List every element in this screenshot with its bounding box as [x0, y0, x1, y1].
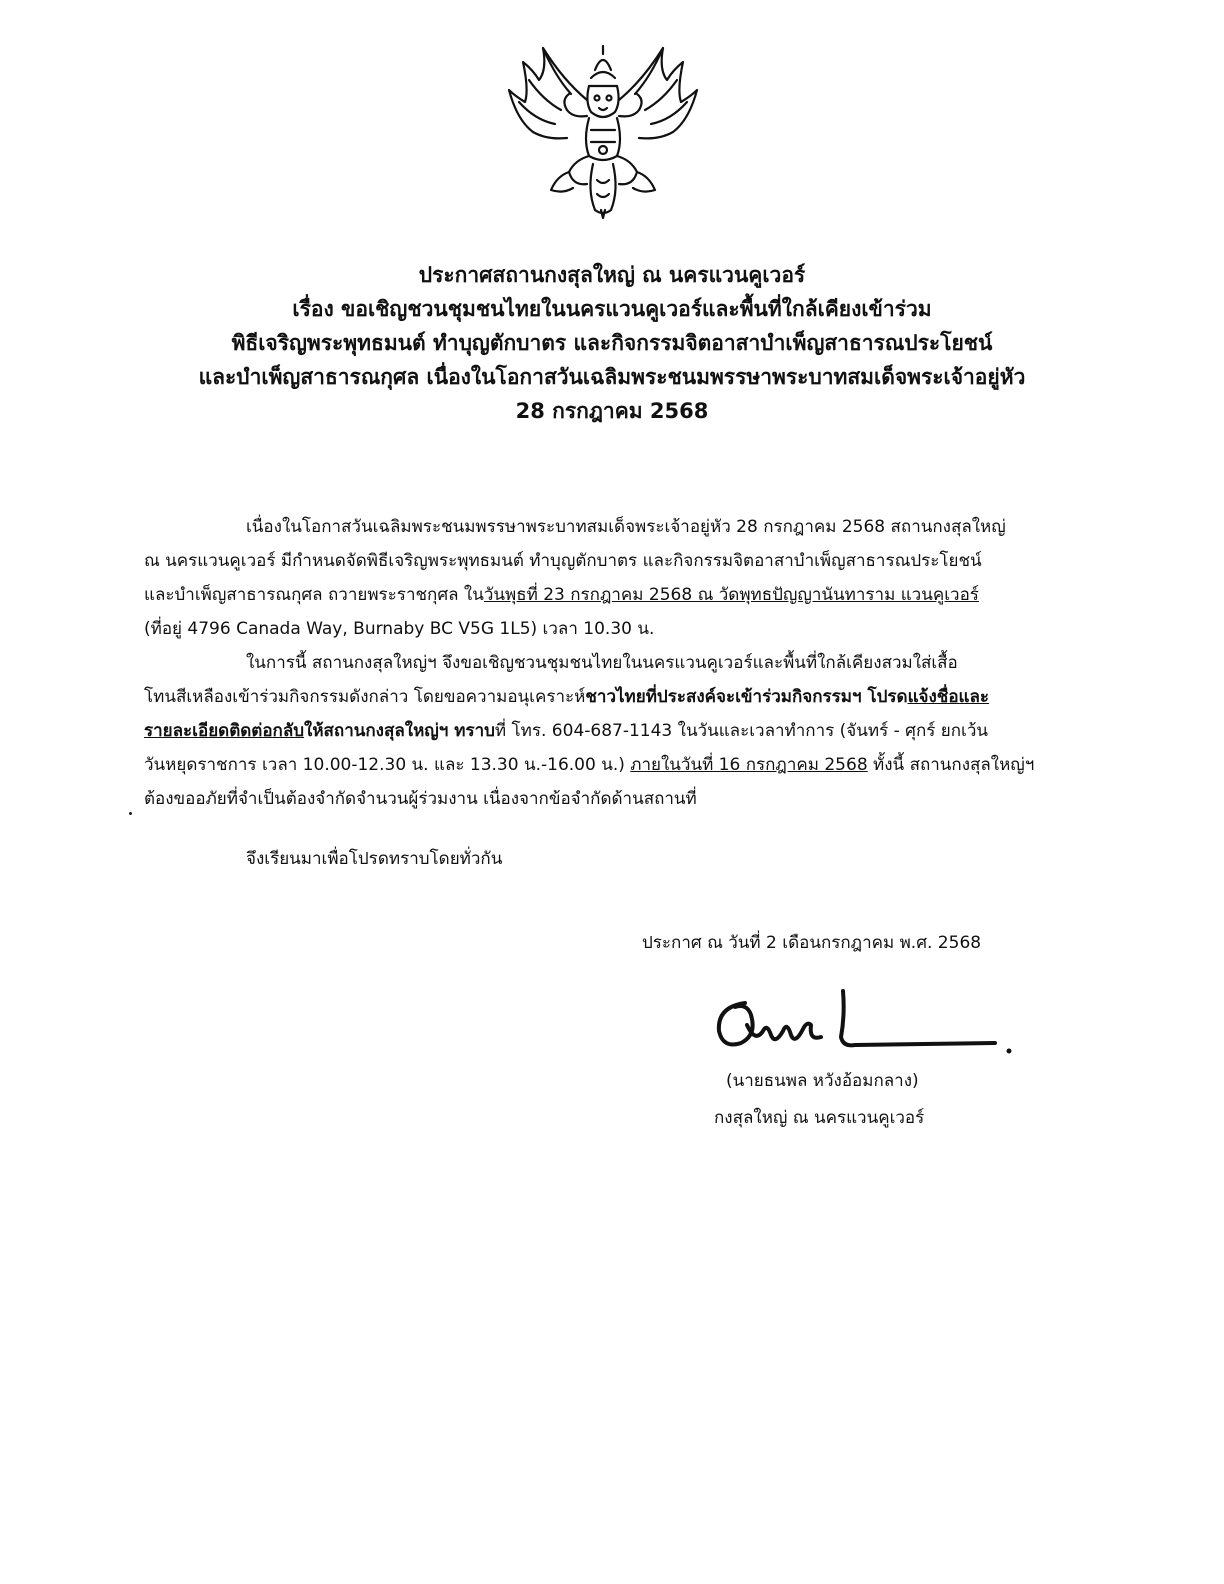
para1-line1: เนื่องในโอกาสวันเฉลิมพระชนมพรรษาพระบาทสมเด็จพระเจ้าอยู่หัว 28 กรกฎาคม 2568 สถานกงสุลใหญ่ — [246, 517, 1006, 537]
para1-line3-text: และบำเพ็ญสาธารณกุศล ถวายพระราชกุศล ใน — [144, 585, 484, 605]
contact-phone: ที่ โทร. 604-687-1143 ในวันและเวลาทำการ (จันทร์ - ศุกร์ ยกเว้น — [494, 721, 989, 741]
office-hours: วันหยุดราชการ เวลา 10.00-12.30 น. และ 13.30 น.-16.00 น.) — [144, 755, 631, 775]
announcement-body — [144, 510, 1114, 816]
para2-line1: ในการนี้ สถานกงสุลใหญ่ฯ จึงขอเชิญชวนชุมชนไทยในนครแวนคูเวอร์และพื้นที่ใกล้เคียงสวมใส่เสื้อ — [246, 653, 958, 673]
closing-line: จึงเรียนมาเพื่อโปรดทราบโดยทั่วกัน — [246, 849, 503, 869]
para2-line4 — [144, 748, 1114, 782]
announcement-title — [120, 258, 1104, 428]
event-date-venue: วันพุธที่ 23 กรกฎาคม 2568 ณ วัดพุทธปัญญานันทาราม แวนคูเวอร์ — [483, 585, 979, 605]
para2-line2 — [144, 680, 1114, 714]
title-line-4: และบำเพ็ญสาธารณกุศล เนื่องในโอกาสวันเฉลิมพระชนมพรรษาพระบาทสมเด็จพระเจ้าอยู่หัว — [198, 365, 1026, 389]
register-notice-end: รายละเอียดติดต่อกลับ — [144, 721, 305, 741]
announcement-date: ประกาศ ณ วันที่ 2 เดือนกรกฎาคม พ.ศ. 2568 — [642, 933, 982, 953]
para2-line2-text: โทนสีเหลืองเข้าร่วมกิจกรรมดังกล่าว โดยขอความอนุเคราะห์ — [144, 687, 586, 707]
deadline-date: ภายในวันที่ 16 กรกฎาคม 2568 — [630, 755, 868, 775]
para2-line3-bold: ให้สถานกงสุลใหญ่ฯ ทราบ — [304, 721, 495, 741]
para2-line3 — [144, 714, 1114, 748]
stray-mark — [129, 812, 132, 815]
para1-line4: (ที่อยู่ 4796 Canada Way, Burnaby BC V5G 1L5) เวลา 10.30 น. — [144, 619, 655, 639]
signer-position: กงสุลใหญ่ ณ นครแวนคูเวอร์ — [714, 1108, 925, 1128]
para1-line2: ณ นครแวนคูเวอร์ มีกำหนดจัดพิธีเจริญพระพุทธมนต์ ทำบุญตักบาตร และกิจกรรมจิตอาสาบำเพ็ญสาธารณประโยชน์ — [144, 551, 982, 571]
title-date: 28 กรกฎาคม 2568 — [515, 399, 709, 423]
signer-name: (นายธนพล หวังอ้อมกลาง) — [726, 1071, 919, 1091]
title-line-1: ประกาศสถานกงสุลใหญ่ ณ นครแวนคูเวอร์ — [418, 263, 806, 287]
title-line-2: เรื่อง ขอเชิญชวนชุมชนไทยในนครแวนคูเวอร์และพื้นที่ใกล้เคียงเข้าร่วม — [292, 297, 932, 321]
para2-line2-bold: ชาวไทยที่ประสงค์จะเข้าร่วมกิจกรรมฯ โปรด — [585, 687, 908, 707]
para2-line5: ต้องขออภัยที่จำเป็นต้องจำกัดจำนวนผู้ร่วมงาน เนื่องจากข้อจำกัดด้านสถานที่ — [144, 789, 697, 809]
para2-line4-end: ทั้งนี้ สถานกงสุลใหญ่ฯ — [867, 755, 1035, 775]
garuda-emblem-icon — [503, 40, 703, 220]
register-notice-start: แจ้งชื่อและ — [907, 687, 990, 707]
para1-line3 — [144, 578, 1114, 612]
title-line-3: พิธีเจริญพระพุทธมนต์ ทำบุญตักบาตร และกิจกรรมจิตอาสาบำเพ็ญสาธารณประโยชน์ — [231, 331, 993, 355]
handwritten-signature-icon — [705, 985, 1025, 1065]
